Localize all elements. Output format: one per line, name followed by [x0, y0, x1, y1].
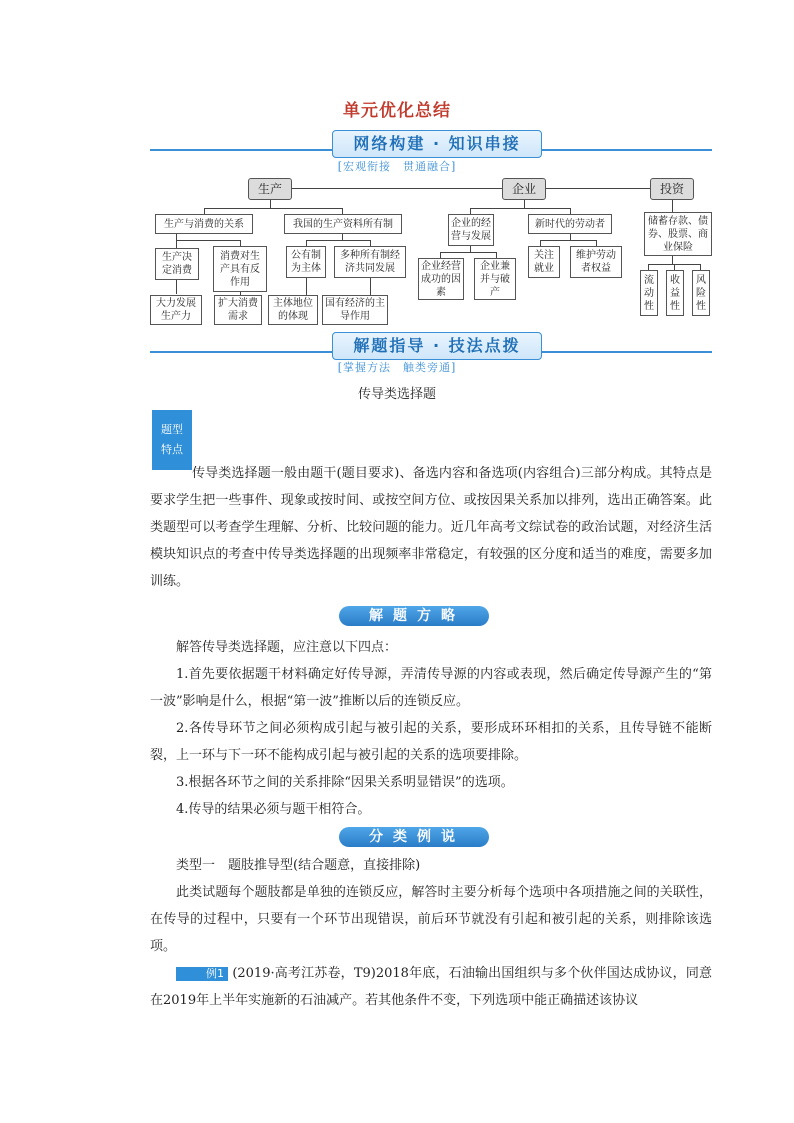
node-develop-productivity: 大力发展生产力	[150, 295, 202, 325]
strategy-heading: 解题方略	[339, 606, 489, 626]
connector	[470, 208, 570, 209]
connector	[672, 200, 673, 212]
node-investment: 投资	[650, 178, 694, 200]
connector	[570, 234, 571, 240]
strategy-point-4: 4.传导的结果必须与题干相符合。	[176, 802, 371, 817]
node-multiple-ownership: 多种所有制经济共同发展	[334, 246, 406, 278]
node-worker-rights: 维护劳动者权益	[570, 246, 622, 278]
arrow-line	[546, 188, 650, 189]
arrow-line	[292, 188, 502, 189]
strategy-point-1: 1.首先要依据题干材料确定好传导源，弄清传导源的内容或表现，然后确定传导源产生的“第一波”影响是什么，根据“第一波”推断以后的连锁反应。	[150, 667, 712, 709]
node-success-factors: 企业经营成功的因素	[418, 258, 464, 300]
section-banner-guidance: 解题指导 · 技法点拨	[332, 332, 542, 360]
strategy-intro: 解答传导类选择题，应注意以下四点：	[176, 640, 398, 655]
connector	[370, 278, 371, 295]
connector	[306, 240, 370, 241]
example-text: (2019·高考江苏卷，T9)2018年底，石油输出国组织与多个伙伴国达成协议，同意在2019年上半年实施新的石油减产。若其他条件不变，下列选项中能正确描述该协议	[150, 966, 712, 1008]
section-subtitle-network: [宏观衔接 贯通融合]	[337, 160, 457, 173]
node-risk: 风险性	[692, 270, 710, 316]
node-ownership-system: 我国的生产资料所有制	[284, 214, 402, 234]
node-profitability: 收益性	[666, 270, 684, 316]
connector	[524, 200, 525, 208]
node-merger-bankruptcy: 企业兼并与破产	[474, 258, 516, 300]
connector	[176, 240, 240, 241]
node-production-decides: 生产决定消费	[155, 248, 199, 280]
strategy-point-2: 2.各传导环节之间必须构成引起与被引起的关系，要形成环环相扣的关系，且传导链不能断裂，上一环与下一环不能构成引起与被引起的关系的选项要排除。	[150, 721, 712, 763]
connector	[306, 278, 307, 295]
connector	[270, 200, 271, 208]
type1-title: 类型一 题肢推导型(结合题意，直接排除)	[176, 858, 421, 873]
strategy-section	[150, 634, 712, 823]
feature-text: 传导类选择题一般由题干(题目要求)、备选内容和备选项(内容组合)三部分构成。其特点是要求学生把一些事件、现象或按时间、或按空间方位、或按因果关系加以排列，选出正确答案。此类题型可以考查学生理解、分析、比较问题的能力。近几年高考文综试卷的政治试题，对经济生活模块知识点的考查中传导类选择题的出现频率非常稳定，有较强的区分度和适当的难度，需要多加训练。	[150, 466, 712, 589]
connector	[342, 234, 343, 240]
feature-tag-line1: 题型	[161, 423, 183, 436]
connector	[176, 234, 177, 248]
node-prod-consume-relation: 生产与消费的关系	[155, 214, 253, 234]
section-subtitle-guidance: [掌握方法 触类旁通]	[337, 361, 457, 374]
node-consumption-reacts: 消费对生产具有反作用	[213, 246, 267, 292]
connector	[470, 246, 471, 252]
node-enterprise: 企业	[502, 178, 546, 200]
node-liquidity: 流动性	[640, 270, 658, 316]
feature-paragraph	[150, 460, 712, 595]
node-dominant-position: 主体地位的体现	[268, 295, 318, 325]
section-heading: 传导类选择题	[357, 387, 436, 402]
connector	[672, 256, 673, 264]
node-enterprise-operation: 企业的经营与发展	[448, 214, 494, 246]
node-expand-demand: 扩大消费需求	[214, 295, 262, 325]
page-title: 单元优化总结	[343, 101, 451, 121]
type1-text: 此类试题每个题肢都是单独的连锁反应，解答时主要分析每个选项中各项措施之间的关联性，在传导的过程中，只要有一个环节出现错误，前后环节就没有引起和被引起的关系，则排除该选项。	[150, 885, 712, 954]
connector	[540, 240, 596, 241]
node-public-ownership: 公有制为主体	[286, 246, 326, 278]
example-label: 例1	[176, 967, 228, 981]
connector	[176, 280, 177, 294]
section-banner-network: 网络构建 · 知识串接	[332, 130, 542, 158]
connector	[204, 208, 342, 209]
node-employment: 关注就业	[528, 246, 560, 278]
node-investment-types: 储蓄存款、债券、股票、商业保险	[644, 212, 712, 256]
examples-heading: 分类例说	[339, 827, 489, 847]
node-state-economy: 国有经济的主导作用	[322, 295, 388, 325]
strategy-point-3: 3.根据各环节之间的关系排除“因果关系明显错误”的选项。	[176, 775, 514, 790]
type1-section	[150, 852, 712, 1014]
node-new-era-workers: 新时代的劳动者	[528, 214, 612, 234]
feature-tag-line2: 特点	[161, 443, 183, 456]
node-production: 生产	[248, 178, 292, 200]
connector	[440, 252, 496, 253]
example-1	[150, 960, 712, 1014]
